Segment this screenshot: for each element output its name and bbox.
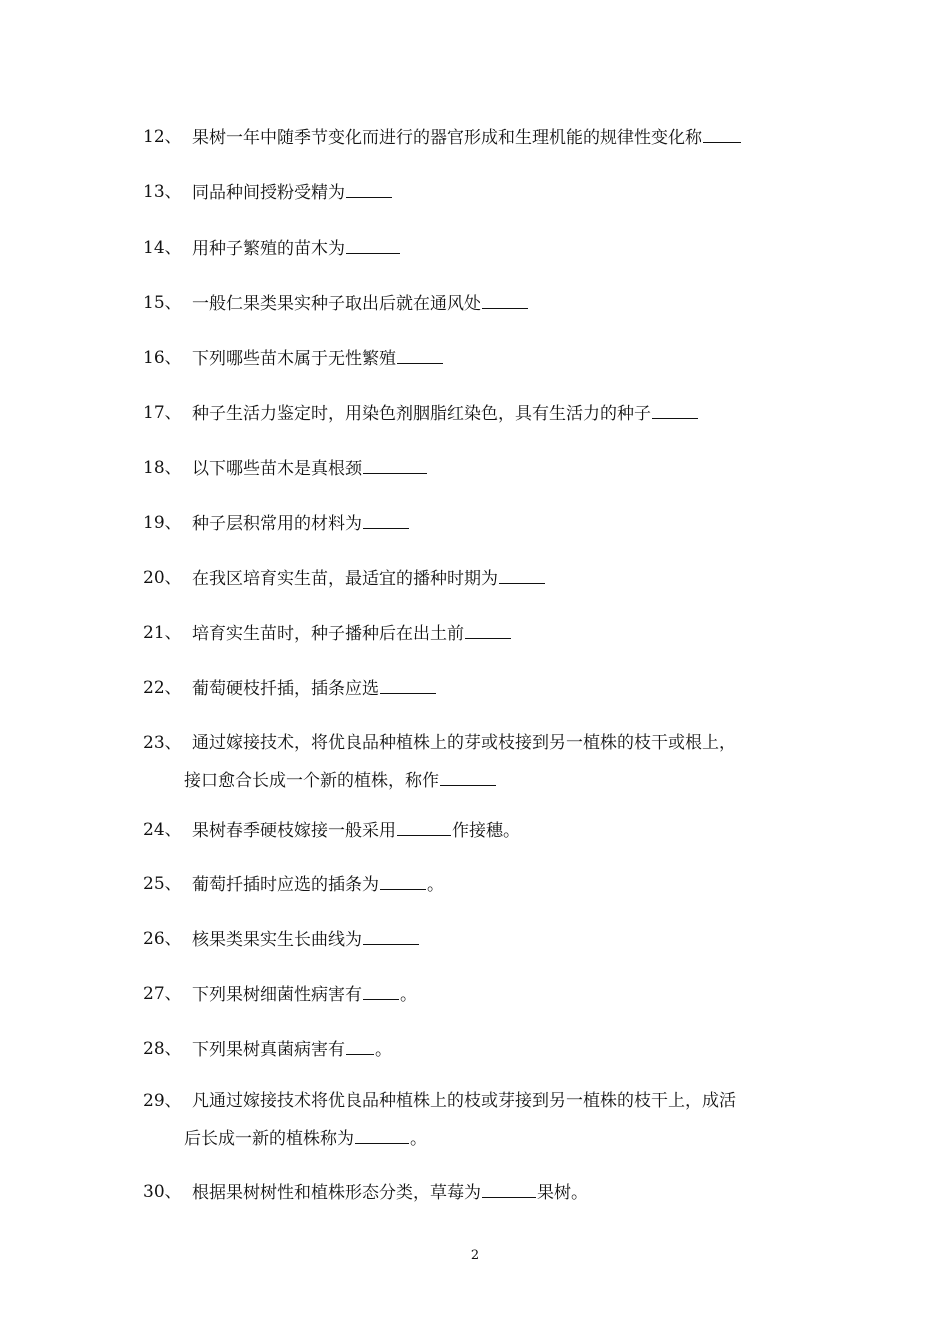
question-text: 一般仁果类果实种子取出后就在通风处 [192,286,529,321]
question-text: 凡通过嫁接技术将优良品种植株上的枝或芽接到另一植株的枝干上，成活 [192,1091,736,1111]
answer-blank [703,120,741,143]
question-number: 23、 [143,733,182,753]
question-text: 核果类果实生长曲线为 [192,922,420,957]
question-number: 12、 [143,127,182,147]
question-text: 通过嫁接技术，将优良品种植株上的芽或枝接到另一植株的枝干或根上， [192,733,736,753]
question-number: 20、 [143,568,182,588]
question-text: 种子生活力鉴定时，用染色剂胭脂红染色，具有生活力的种子 [192,396,699,431]
question-number: 29、 [143,1091,182,1111]
answer-blank [380,867,426,890]
question-text: 种子层积常用的材料为 [192,506,410,541]
answer-blank [363,451,427,474]
question-text: 下列哪些苗木属于无性繁殖 [192,341,444,376]
question-number: 14、 [143,238,182,258]
question-text: 以下哪些苗木是真根颈 [192,451,428,486]
question-number: 13、 [143,182,182,202]
answer-blank [363,977,399,1000]
question-number: 19、 [143,513,182,533]
answer-blank [652,396,698,419]
question-text: 下列果树细菌性病害有 。 [192,977,417,1012]
question-text-continued: 后长成一新的植株称为 。 [184,1121,427,1156]
question-number: 27、 [143,984,182,1004]
question-text: 培育实生苗时，种子播种后在出土前 [192,616,512,651]
question-number: 15、 [143,293,182,313]
answer-blank [355,1121,409,1144]
question-text: 在我区培育实生苗，最适宜的播种时期为 [192,561,546,596]
question-number: 26、 [143,929,182,949]
answer-blank [482,1175,536,1198]
question-number: 16、 [143,348,182,368]
answer-blank [397,813,451,836]
question-text: 用种子繁殖的苗木为 [192,231,401,266]
page-number: 2 [470,1248,480,1263]
question-text: 葡萄硬枝扦插，插条应选 [192,671,437,706]
answer-blank [346,1032,374,1055]
answer-blank [465,616,511,639]
question-number: 18、 [143,458,182,478]
answer-blank [397,341,443,364]
question-number: 21、 [143,623,182,643]
question-number: 30、 [143,1182,182,1202]
question-number: 22、 [143,678,182,698]
question-text: 果树春季硬枝嫁接一般采用 作接穗。 [192,813,520,848]
answer-blank [346,231,400,254]
answer-blank [499,561,545,584]
question-text: 根据果树树性和植株形态分类，草莓为 果树。 [192,1175,588,1210]
question-text: 同品种间授粉受精为 [192,175,393,210]
question-number: 25、 [143,874,182,894]
answer-blank [363,506,409,529]
question-number: 28、 [143,1039,182,1059]
question-number: 24、 [143,820,182,840]
answer-blank [440,763,496,786]
question-text: 果树一年中随季节变化而进行的器官形成和生理机能的规律性变化称 [192,120,742,155]
question-text: 葡萄扦插时应选的插条为 。 [192,867,444,902]
answer-blank [363,922,419,945]
question-text-continued: 接口愈合长成一个新的植株，称作 [184,763,497,798]
question-number: 17、 [143,403,182,423]
question-text: 下列果树真菌病害有 。 [192,1032,392,1067]
answer-blank [346,175,392,198]
answer-blank [482,286,528,309]
answer-blank [380,671,436,694]
